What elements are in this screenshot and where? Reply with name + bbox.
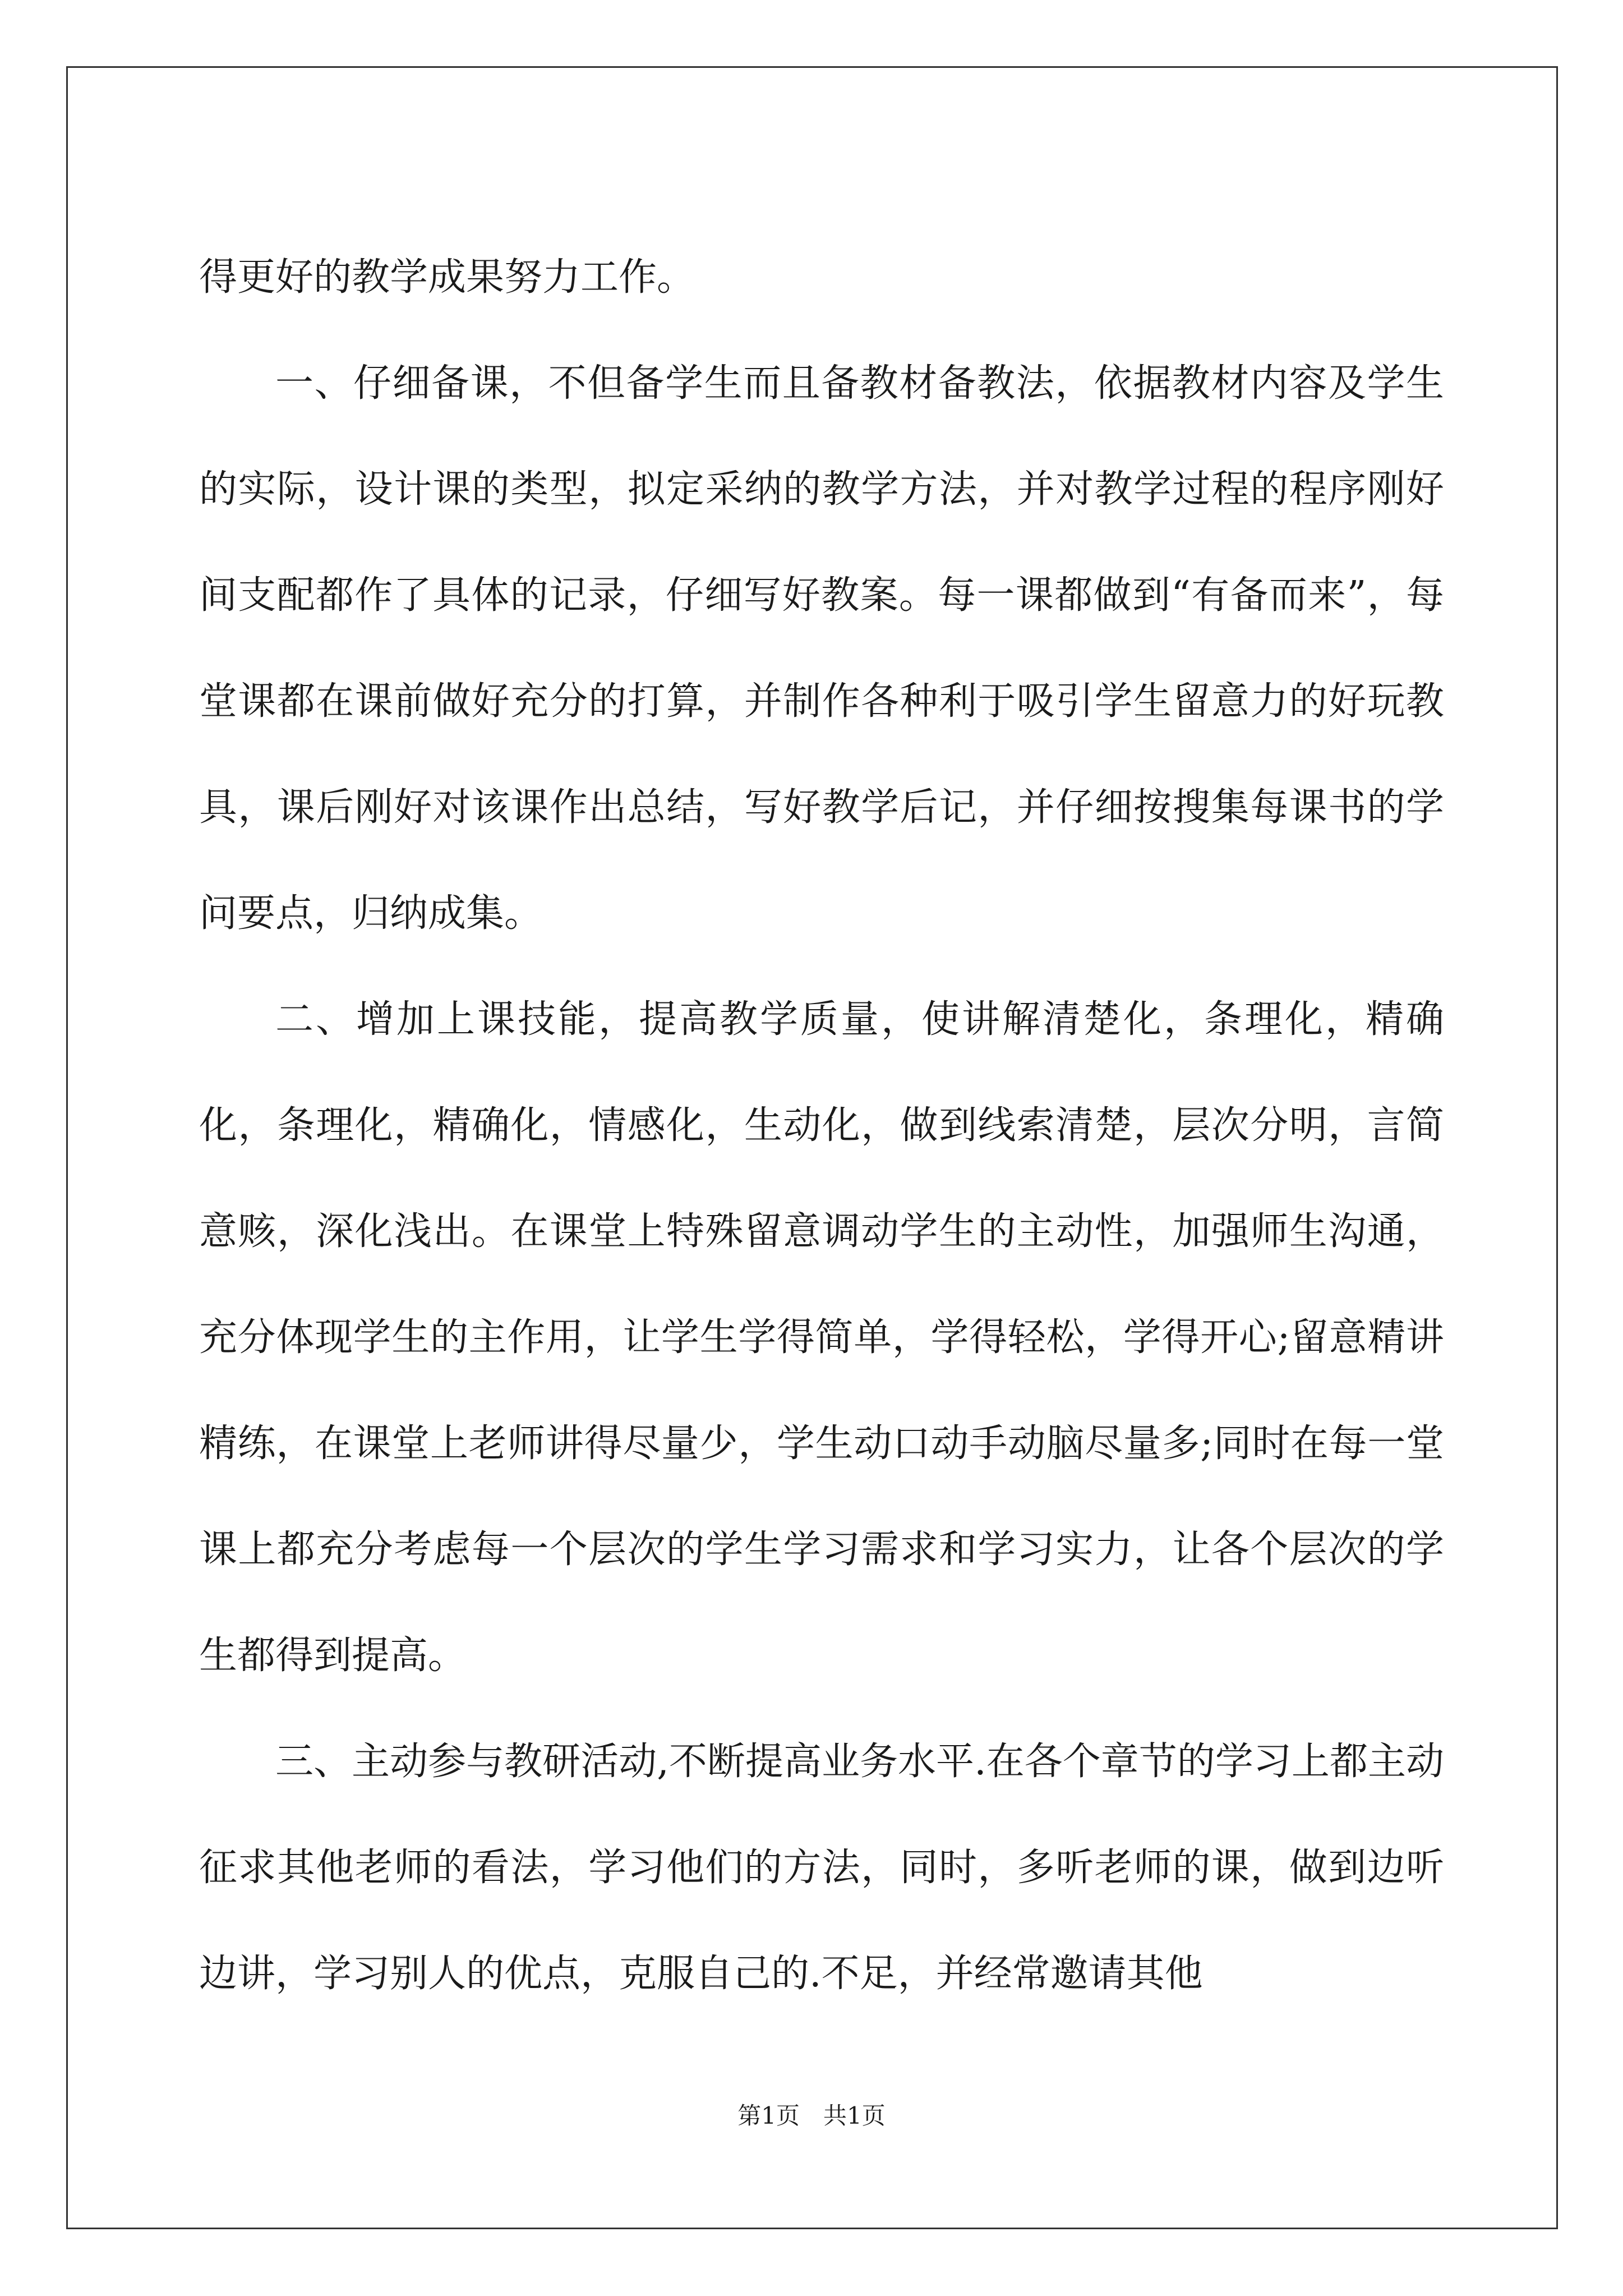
paragraph-section-three: 三、主动参与教研活动,不断提高业务水平.在各个章节的学习上都主动征求其他老师的看法，学习他们的方法，同时，多听老师的课，做到边听边讲，学习别人的优点，克服自己的.不足，并经常邀请其他 <box>199 1740 1444 1996</box>
document-body <box>199 224 1444 2027</box>
page-footer: 第1页 共1页 <box>737 2102 886 2129</box>
paragraph-section-one: 一、仔细备课，不但备学生而且备教材备教法，依据教材内容及学生的实际，设计课的类型，拟定采纳的教学方法，并对教学过程的程序刚好间支配都作了具体的记录，仔细写好教案。每一课都做到“有备而来”，每堂课都在课前做好充分的打算，并制作各种利于吸引学生留意力的好玩教具，课后刚好对该课作出总结，写好教学后记，并仔细按搜集每课书的学问要点，归纳成集。 <box>199 361 1444 936</box>
paragraph-continuation: 得更好的教学成果努力工作。 <box>199 255 695 300</box>
paragraph-section-two: 二、增加上课技能，提高教学质量，使讲解清楚化，条理化，精确化，条理化，精确化，情感化，生动化，做到线索清楚，层次分明，言简意赅，深化浅出。在课堂上特殊留意调动学生的主动性，加强师生沟通，充分体现学生的主作用，让学生学得简单，学得轻松，学得开心;留意精讲精练，在课堂上老师讲得尽量少，学生动口动手动脑尽量多;同时在每一堂课上都充分考虑每一个层次的学生学习需求和学习实力，让各个层次的学生都得到提高。 <box>199 997 1444 1678</box>
